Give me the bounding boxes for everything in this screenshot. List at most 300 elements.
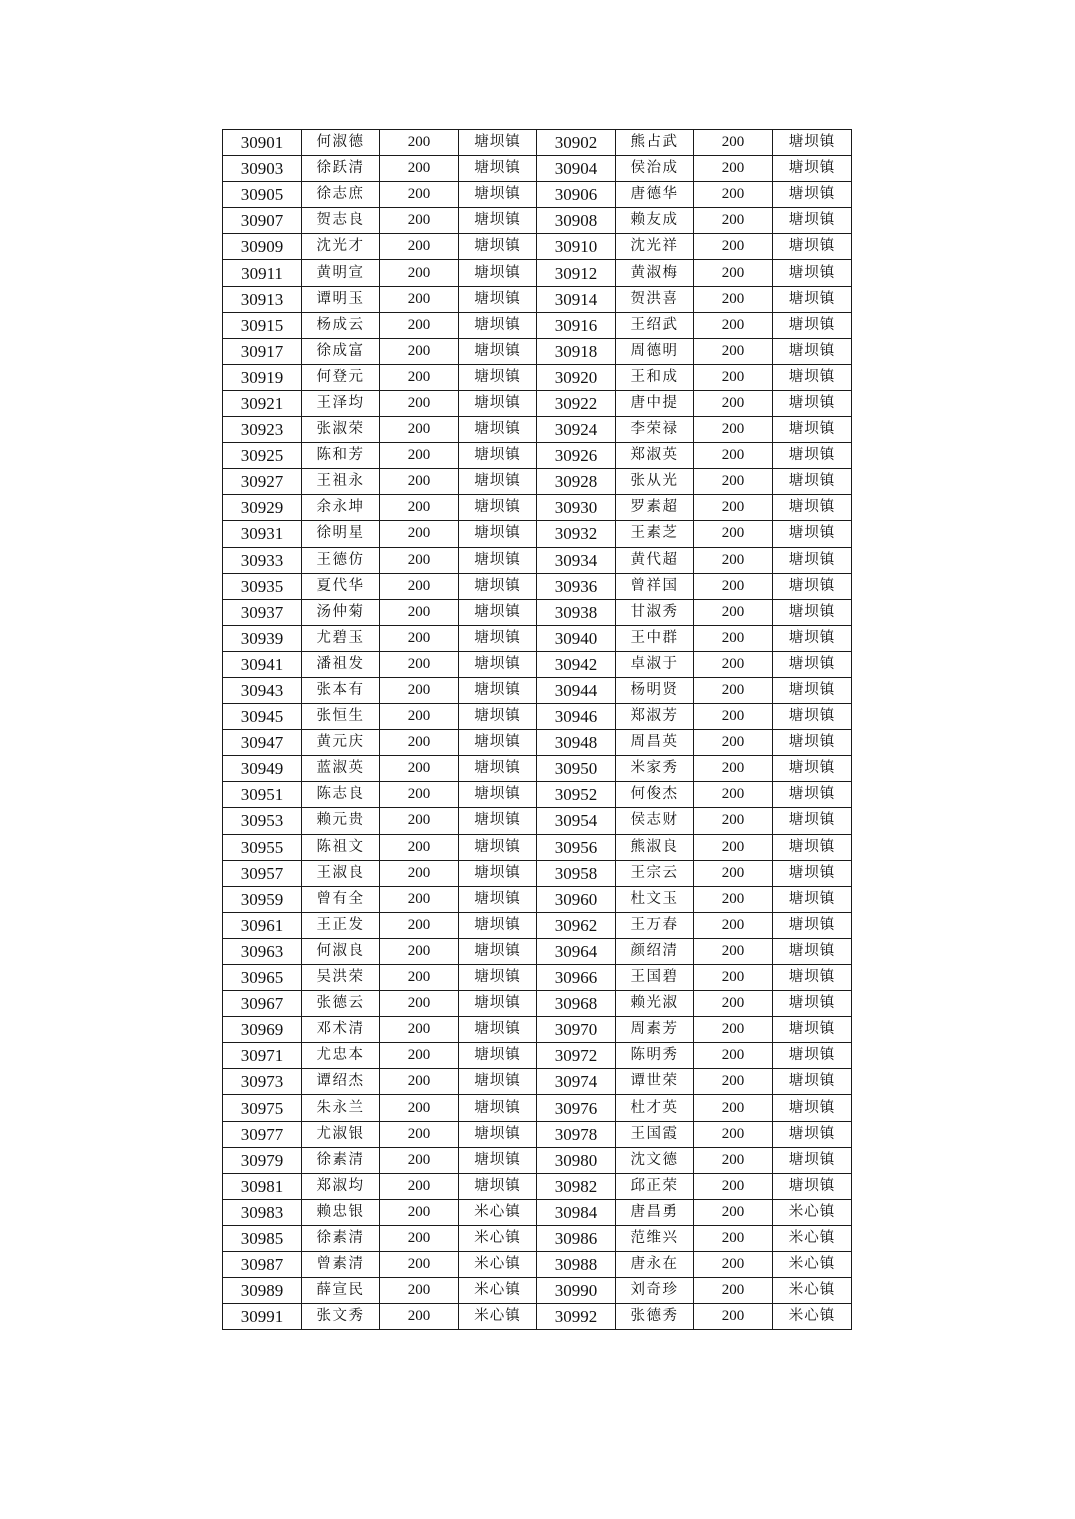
table-row xyxy=(223,156,852,182)
table-row xyxy=(223,860,852,886)
left-person-name-cell: 谭明玉 xyxy=(302,286,380,312)
left-record-id-cell: 30983 xyxy=(223,1199,302,1225)
right-amount-cell: 200 xyxy=(694,965,773,991)
left-record-id-cell: 30915 xyxy=(223,312,302,338)
left-town-name-cell: 塘坝镇 xyxy=(459,364,537,390)
right-person-name-cell: 周德明 xyxy=(616,338,694,364)
right-amount-cell: 200 xyxy=(694,1278,773,1304)
left-record-id-cell: 30913 xyxy=(223,286,302,312)
left-amount-cell: 200 xyxy=(380,443,459,469)
right-record-id-cell: 30936 xyxy=(537,573,616,599)
left-record-id-cell: 30943 xyxy=(223,677,302,703)
table-row xyxy=(223,1199,852,1225)
right-person-name-cell: 唐昌勇 xyxy=(616,1199,694,1225)
left-amount-cell: 200 xyxy=(380,573,459,599)
right-amount-cell: 200 xyxy=(694,260,773,286)
right-record-id-cell: 30918 xyxy=(537,338,616,364)
left-town-name-cell: 塘坝镇 xyxy=(459,182,537,208)
left-person-name-cell: 贺志良 xyxy=(302,208,380,234)
left-amount-cell: 200 xyxy=(380,599,459,625)
right-record-id-cell: 30944 xyxy=(537,677,616,703)
table-row xyxy=(223,338,852,364)
right-record-id-cell: 30992 xyxy=(537,1304,616,1330)
left-town-name-cell: 塘坝镇 xyxy=(459,965,537,991)
table-row xyxy=(223,260,852,286)
right-record-id-cell: 30908 xyxy=(537,208,616,234)
right-record-id-cell: 30958 xyxy=(537,860,616,886)
left-town-name-cell: 米心镇 xyxy=(459,1225,537,1251)
right-town-name-cell: 塘坝镇 xyxy=(773,182,852,208)
left-person-name-cell: 陈和芳 xyxy=(302,443,380,469)
right-record-id-cell: 30964 xyxy=(537,938,616,964)
right-amount-cell: 200 xyxy=(694,860,773,886)
right-person-name-cell: 曾祥国 xyxy=(616,573,694,599)
right-amount-cell: 200 xyxy=(694,1147,773,1173)
left-person-name-cell: 尤淑银 xyxy=(302,1121,380,1147)
right-amount-cell: 200 xyxy=(694,573,773,599)
right-amount-cell: 200 xyxy=(694,156,773,182)
left-record-id-cell: 30947 xyxy=(223,730,302,756)
left-town-name-cell: 塘坝镇 xyxy=(459,704,537,730)
left-amount-cell: 200 xyxy=(380,730,459,756)
table-row xyxy=(223,834,852,860)
left-person-name-cell: 潘祖发 xyxy=(302,651,380,677)
right-town-name-cell: 米心镇 xyxy=(773,1278,852,1304)
right-amount-cell: 200 xyxy=(694,886,773,912)
right-town-name-cell: 塘坝镇 xyxy=(773,417,852,443)
left-town-name-cell: 塘坝镇 xyxy=(459,1173,537,1199)
right-amount-cell: 200 xyxy=(694,1225,773,1251)
right-amount-cell: 200 xyxy=(694,808,773,834)
left-record-id-cell: 30987 xyxy=(223,1252,302,1278)
right-person-name-cell: 张德秀 xyxy=(616,1304,694,1330)
left-record-id-cell: 30919 xyxy=(223,364,302,390)
right-amount-cell: 200 xyxy=(694,756,773,782)
left-town-name-cell: 塘坝镇 xyxy=(459,521,537,547)
left-person-name-cell: 杨成云 xyxy=(302,312,380,338)
left-record-id-cell: 30985 xyxy=(223,1225,302,1251)
left-person-name-cell: 郑淑均 xyxy=(302,1173,380,1199)
right-amount-cell: 200 xyxy=(694,130,773,156)
right-town-name-cell: 塘坝镇 xyxy=(773,547,852,573)
right-town-name-cell: 塘坝镇 xyxy=(773,860,852,886)
left-person-name-cell: 王正发 xyxy=(302,912,380,938)
left-town-name-cell: 塘坝镇 xyxy=(459,338,537,364)
left-record-id-cell: 30945 xyxy=(223,704,302,730)
left-record-id-cell: 30909 xyxy=(223,234,302,260)
right-record-id-cell: 30904 xyxy=(537,156,616,182)
left-town-name-cell: 塘坝镇 xyxy=(459,390,537,416)
left-amount-cell: 200 xyxy=(380,834,459,860)
table-row xyxy=(223,991,852,1017)
left-amount-cell: 200 xyxy=(380,756,459,782)
left-record-id-cell: 30939 xyxy=(223,625,302,651)
left-record-id-cell: 30905 xyxy=(223,182,302,208)
right-amount-cell: 200 xyxy=(694,1043,773,1069)
right-person-name-cell: 赖友成 xyxy=(616,208,694,234)
table-row xyxy=(223,286,852,312)
left-record-id-cell: 30951 xyxy=(223,782,302,808)
left-record-id-cell: 30931 xyxy=(223,521,302,547)
table-row xyxy=(223,677,852,703)
left-record-id-cell: 30949 xyxy=(223,756,302,782)
left-person-name-cell: 徐素清 xyxy=(302,1225,380,1251)
right-town-name-cell: 塘坝镇 xyxy=(773,443,852,469)
right-record-id-cell: 30948 xyxy=(537,730,616,756)
left-record-id-cell: 30901 xyxy=(223,130,302,156)
left-town-name-cell: 塘坝镇 xyxy=(459,234,537,260)
right-person-name-cell: 王万春 xyxy=(616,912,694,938)
right-person-name-cell: 米家秀 xyxy=(616,756,694,782)
right-person-name-cell: 侯志财 xyxy=(616,808,694,834)
right-amount-cell: 200 xyxy=(694,1069,773,1095)
left-record-id-cell: 30941 xyxy=(223,651,302,677)
left-town-name-cell: 米心镇 xyxy=(459,1304,537,1330)
left-person-name-cell: 曾素清 xyxy=(302,1252,380,1278)
left-record-id-cell: 30991 xyxy=(223,1304,302,1330)
left-record-id-cell: 30929 xyxy=(223,495,302,521)
left-town-name-cell: 塘坝镇 xyxy=(459,495,537,521)
right-person-name-cell: 谭世荣 xyxy=(616,1069,694,1095)
left-person-name-cell: 何淑德 xyxy=(302,130,380,156)
left-amount-cell: 200 xyxy=(380,1252,459,1278)
right-record-id-cell: 30990 xyxy=(537,1278,616,1304)
left-person-name-cell: 何淑良 xyxy=(302,938,380,964)
left-town-name-cell: 塘坝镇 xyxy=(459,782,537,808)
table-row xyxy=(223,1173,852,1199)
left-town-name-cell: 塘坝镇 xyxy=(459,677,537,703)
left-person-name-cell: 沈光才 xyxy=(302,234,380,260)
left-person-name-cell: 余永坤 xyxy=(302,495,380,521)
left-amount-cell: 200 xyxy=(380,1225,459,1251)
table-row xyxy=(223,625,852,651)
right-record-id-cell: 30960 xyxy=(537,886,616,912)
table-row xyxy=(223,1069,852,1095)
table-row xyxy=(223,938,852,964)
left-record-id-cell: 30981 xyxy=(223,1173,302,1199)
left-person-name-cell: 曾有全 xyxy=(302,886,380,912)
left-person-name-cell: 邓术清 xyxy=(302,1017,380,1043)
right-town-name-cell: 塘坝镇 xyxy=(773,912,852,938)
right-amount-cell: 200 xyxy=(694,182,773,208)
left-record-id-cell: 30973 xyxy=(223,1069,302,1095)
right-town-name-cell: 米心镇 xyxy=(773,1304,852,1330)
right-town-name-cell: 塘坝镇 xyxy=(773,991,852,1017)
left-person-name-cell: 汤仲菊 xyxy=(302,599,380,625)
left-person-name-cell: 王德仿 xyxy=(302,547,380,573)
right-town-name-cell: 塘坝镇 xyxy=(773,1017,852,1043)
left-amount-cell: 200 xyxy=(380,1199,459,1225)
left-person-name-cell: 张恒生 xyxy=(302,704,380,730)
right-person-name-cell: 邱正荣 xyxy=(616,1173,694,1199)
right-amount-cell: 200 xyxy=(694,677,773,703)
left-person-name-cell: 王泽均 xyxy=(302,390,380,416)
left-town-name-cell: 米心镇 xyxy=(459,1278,537,1304)
right-person-name-cell: 郑淑英 xyxy=(616,443,694,469)
right-person-name-cell: 张从光 xyxy=(616,469,694,495)
table-row xyxy=(223,312,852,338)
right-person-name-cell: 沈光祥 xyxy=(616,234,694,260)
left-town-name-cell: 塘坝镇 xyxy=(459,260,537,286)
right-town-name-cell: 塘坝镇 xyxy=(773,1069,852,1095)
right-record-id-cell: 30940 xyxy=(537,625,616,651)
left-amount-cell: 200 xyxy=(380,182,459,208)
right-person-name-cell: 郑淑芳 xyxy=(616,704,694,730)
left-town-name-cell: 米心镇 xyxy=(459,1252,537,1278)
left-amount-cell: 200 xyxy=(380,991,459,1017)
table-row xyxy=(223,1121,852,1147)
right-town-name-cell: 塘坝镇 xyxy=(773,156,852,182)
right-person-name-cell: 罗素超 xyxy=(616,495,694,521)
right-person-name-cell: 范维兴 xyxy=(616,1225,694,1251)
right-record-id-cell: 30926 xyxy=(537,443,616,469)
right-record-id-cell: 30982 xyxy=(537,1173,616,1199)
right-amount-cell: 200 xyxy=(694,1304,773,1330)
right-person-name-cell: 黄代超 xyxy=(616,547,694,573)
left-town-name-cell: 塘坝镇 xyxy=(459,938,537,964)
right-record-id-cell: 30920 xyxy=(537,364,616,390)
table-row xyxy=(223,808,852,834)
right-person-name-cell: 杜文玉 xyxy=(616,886,694,912)
right-person-name-cell: 王国碧 xyxy=(616,965,694,991)
right-town-name-cell: 塘坝镇 xyxy=(773,208,852,234)
left-town-name-cell: 塘坝镇 xyxy=(459,443,537,469)
right-person-name-cell: 赖光淑 xyxy=(616,991,694,1017)
left-amount-cell: 200 xyxy=(380,1173,459,1199)
table-row xyxy=(223,912,852,938)
left-record-id-cell: 30925 xyxy=(223,443,302,469)
right-person-name-cell: 王宗云 xyxy=(616,860,694,886)
right-record-id-cell: 30930 xyxy=(537,495,616,521)
table-row xyxy=(223,469,852,495)
right-record-id-cell: 30966 xyxy=(537,965,616,991)
left-amount-cell: 200 xyxy=(380,782,459,808)
left-person-name-cell: 张文秀 xyxy=(302,1304,380,1330)
right-amount-cell: 200 xyxy=(694,547,773,573)
left-amount-cell: 200 xyxy=(380,208,459,234)
left-amount-cell: 200 xyxy=(380,547,459,573)
left-town-name-cell: 塘坝镇 xyxy=(459,156,537,182)
table-row xyxy=(223,1278,852,1304)
left-town-name-cell: 塘坝镇 xyxy=(459,1043,537,1069)
table-row xyxy=(223,704,852,730)
left-record-id-cell: 30971 xyxy=(223,1043,302,1069)
right-town-name-cell: 塘坝镇 xyxy=(773,130,852,156)
right-record-id-cell: 30938 xyxy=(537,599,616,625)
left-town-name-cell: 塘坝镇 xyxy=(459,1147,537,1173)
right-record-id-cell: 30986 xyxy=(537,1225,616,1251)
left-record-id-cell: 30961 xyxy=(223,912,302,938)
right-amount-cell: 200 xyxy=(694,312,773,338)
right-amount-cell: 200 xyxy=(694,364,773,390)
table-row xyxy=(223,443,852,469)
right-amount-cell: 200 xyxy=(694,834,773,860)
left-town-name-cell: 塘坝镇 xyxy=(459,756,537,782)
table-row xyxy=(223,547,852,573)
left-person-name-cell: 王祖永 xyxy=(302,469,380,495)
right-person-name-cell: 唐中提 xyxy=(616,390,694,416)
right-town-name-cell: 塘坝镇 xyxy=(773,573,852,599)
right-amount-cell: 200 xyxy=(694,234,773,260)
right-town-name-cell: 塘坝镇 xyxy=(773,704,852,730)
left-amount-cell: 200 xyxy=(380,469,459,495)
right-town-name-cell: 塘坝镇 xyxy=(773,260,852,286)
right-record-id-cell: 30914 xyxy=(537,286,616,312)
right-town-name-cell: 塘坝镇 xyxy=(773,730,852,756)
right-amount-cell: 200 xyxy=(694,1095,773,1121)
right-person-name-cell: 李荣禄 xyxy=(616,417,694,443)
right-record-id-cell: 30912 xyxy=(537,260,616,286)
left-town-name-cell: 米心镇 xyxy=(459,1199,537,1225)
left-person-name-cell: 蓝淑英 xyxy=(302,756,380,782)
right-person-name-cell: 王绍武 xyxy=(616,312,694,338)
right-town-name-cell: 塘坝镇 xyxy=(773,469,852,495)
left-amount-cell: 200 xyxy=(380,312,459,338)
left-record-id-cell: 30959 xyxy=(223,886,302,912)
left-record-id-cell: 30935 xyxy=(223,573,302,599)
left-amount-cell: 200 xyxy=(380,938,459,964)
right-amount-cell: 200 xyxy=(694,338,773,364)
left-record-id-cell: 30923 xyxy=(223,417,302,443)
right-record-id-cell: 30968 xyxy=(537,991,616,1017)
right-person-name-cell: 王和成 xyxy=(616,364,694,390)
right-person-name-cell: 何俊杰 xyxy=(616,782,694,808)
left-town-name-cell: 塘坝镇 xyxy=(459,130,537,156)
right-amount-cell: 200 xyxy=(694,417,773,443)
left-town-name-cell: 塘坝镇 xyxy=(459,860,537,886)
left-amount-cell: 200 xyxy=(380,364,459,390)
right-amount-cell: 200 xyxy=(694,521,773,547)
right-amount-cell: 200 xyxy=(694,208,773,234)
right-person-name-cell: 刘奇珍 xyxy=(616,1278,694,1304)
right-person-name-cell: 唐德华 xyxy=(616,182,694,208)
right-record-id-cell: 30962 xyxy=(537,912,616,938)
left-town-name-cell: 塘坝镇 xyxy=(459,1069,537,1095)
right-record-id-cell: 30942 xyxy=(537,651,616,677)
right-amount-cell: 200 xyxy=(694,912,773,938)
left-person-name-cell: 陈志良 xyxy=(302,782,380,808)
right-record-id-cell: 30988 xyxy=(537,1252,616,1278)
right-amount-cell: 200 xyxy=(694,390,773,416)
right-town-name-cell: 塘坝镇 xyxy=(773,599,852,625)
table-row xyxy=(223,182,852,208)
right-town-name-cell: 米心镇 xyxy=(773,1225,852,1251)
left-amount-cell: 200 xyxy=(380,677,459,703)
right-person-name-cell: 杜才英 xyxy=(616,1095,694,1121)
right-town-name-cell: 塘坝镇 xyxy=(773,364,852,390)
right-person-name-cell: 王中群 xyxy=(616,625,694,651)
left-person-name-cell: 夏代华 xyxy=(302,573,380,599)
left-person-name-cell: 尤碧玉 xyxy=(302,625,380,651)
right-person-name-cell: 熊淑良 xyxy=(616,834,694,860)
left-record-id-cell: 30977 xyxy=(223,1121,302,1147)
table-row xyxy=(223,521,852,547)
left-amount-cell: 200 xyxy=(380,495,459,521)
table-row xyxy=(223,965,852,991)
right-town-name-cell: 塘坝镇 xyxy=(773,834,852,860)
right-record-id-cell: 30932 xyxy=(537,521,616,547)
right-record-id-cell: 30974 xyxy=(537,1069,616,1095)
left-town-name-cell: 塘坝镇 xyxy=(459,312,537,338)
left-person-name-cell: 尤忠本 xyxy=(302,1043,380,1069)
right-person-name-cell: 熊占武 xyxy=(616,130,694,156)
right-amount-cell: 200 xyxy=(694,1121,773,1147)
left-town-name-cell: 塘坝镇 xyxy=(459,599,537,625)
table-row xyxy=(223,390,852,416)
right-town-name-cell: 米心镇 xyxy=(773,1252,852,1278)
right-record-id-cell: 30910 xyxy=(537,234,616,260)
left-town-name-cell: 塘坝镇 xyxy=(459,1121,537,1147)
left-amount-cell: 200 xyxy=(380,860,459,886)
left-person-name-cell: 徐明星 xyxy=(302,521,380,547)
left-person-name-cell: 何登元 xyxy=(302,364,380,390)
left-person-name-cell: 黄明宣 xyxy=(302,260,380,286)
table-row xyxy=(223,756,852,782)
right-amount-cell: 200 xyxy=(694,938,773,964)
left-amount-cell: 200 xyxy=(380,704,459,730)
left-amount-cell: 200 xyxy=(380,286,459,312)
left-person-name-cell: 陈祖文 xyxy=(302,834,380,860)
table-row xyxy=(223,1095,852,1121)
table-row xyxy=(223,599,852,625)
left-amount-cell: 200 xyxy=(380,1278,459,1304)
right-record-id-cell: 30980 xyxy=(537,1147,616,1173)
left-town-name-cell: 塘坝镇 xyxy=(459,469,537,495)
left-person-name-cell: 朱永兰 xyxy=(302,1095,380,1121)
left-amount-cell: 200 xyxy=(380,260,459,286)
left-amount-cell: 200 xyxy=(380,1304,459,1330)
table-row xyxy=(223,208,852,234)
table-row xyxy=(223,1043,852,1069)
left-record-id-cell: 30933 xyxy=(223,547,302,573)
right-amount-cell: 200 xyxy=(694,443,773,469)
right-town-name-cell: 塘坝镇 xyxy=(773,808,852,834)
right-person-name-cell: 杨明贤 xyxy=(616,677,694,703)
left-record-id-cell: 30937 xyxy=(223,599,302,625)
right-amount-cell: 200 xyxy=(694,495,773,521)
right-record-id-cell: 30928 xyxy=(537,469,616,495)
left-person-name-cell: 徐素清 xyxy=(302,1147,380,1173)
left-record-id-cell: 30979 xyxy=(223,1147,302,1173)
right-amount-cell: 200 xyxy=(694,1017,773,1043)
table-row xyxy=(223,130,852,156)
right-amount-cell: 200 xyxy=(694,730,773,756)
right-town-name-cell: 塘坝镇 xyxy=(773,312,852,338)
left-person-name-cell: 徐成富 xyxy=(302,338,380,364)
left-person-name-cell: 谭绍杰 xyxy=(302,1069,380,1095)
left-person-name-cell: 徐志庶 xyxy=(302,182,380,208)
right-person-name-cell: 贺洪喜 xyxy=(616,286,694,312)
left-person-name-cell: 赖元贵 xyxy=(302,808,380,834)
right-amount-cell: 200 xyxy=(694,1173,773,1199)
right-town-name-cell: 塘坝镇 xyxy=(773,234,852,260)
left-record-id-cell: 30967 xyxy=(223,991,302,1017)
left-person-name-cell: 黄元庆 xyxy=(302,730,380,756)
right-person-name-cell: 王国霞 xyxy=(616,1121,694,1147)
left-record-id-cell: 30963 xyxy=(223,938,302,964)
right-person-name-cell: 黄淑梅 xyxy=(616,260,694,286)
right-town-name-cell: 塘坝镇 xyxy=(773,495,852,521)
right-record-id-cell: 30970 xyxy=(537,1017,616,1043)
left-amount-cell: 200 xyxy=(380,1147,459,1173)
left-town-name-cell: 塘坝镇 xyxy=(459,1095,537,1121)
right-record-id-cell: 30902 xyxy=(537,130,616,156)
table-row xyxy=(223,1252,852,1278)
left-amount-cell: 200 xyxy=(380,625,459,651)
left-town-name-cell: 塘坝镇 xyxy=(459,417,537,443)
left-record-id-cell: 30903 xyxy=(223,156,302,182)
subsidy-roster-table xyxy=(222,129,852,1330)
